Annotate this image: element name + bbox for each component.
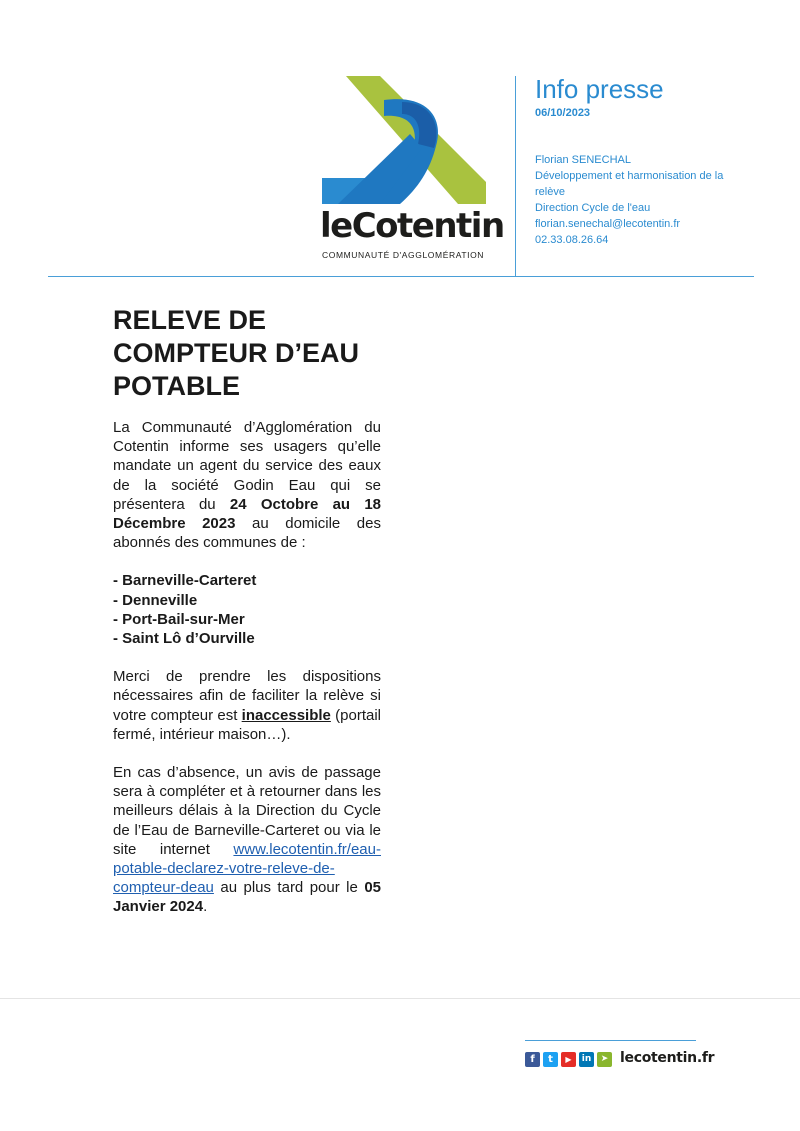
- website-link[interactable]: lecotentin.fr: [620, 1050, 715, 1066]
- press-date: 06/10/2023: [535, 107, 591, 119]
- intro-dates: 24 Octobre au 18 Décembre 2023: [113, 495, 382, 533]
- access-text-end: (portail fermé, intérieur maison…).: [113, 706, 381, 743]
- list-item: - Port-Bail-sur-Mer: [113, 610, 245, 628]
- contact-email[interactable]: florian.senechal@lecotentin.fr: [535, 218, 681, 230]
- list-item: - Saint Lô d’Ourville: [113, 630, 255, 648]
- releve-link[interactable]: www.lecotentin.fr/eau-potable-declarez-votre-releve-de-compteur-deau: [113, 840, 381, 897]
- header-horizontal-divider: [48, 276, 754, 277]
- communes-list: [113, 571, 381, 648]
- absence-paragraph: [113, 763, 381, 917]
- youtube-icon[interactable]: ▶: [561, 1052, 576, 1067]
- footer-accent-line: [525, 1040, 696, 1041]
- lecotentin-logo: [318, 74, 504, 264]
- absence-text-end: .: [203, 898, 208, 916]
- facebook-icon[interactable]: f: [525, 1052, 540, 1067]
- headline-line: COMPTEUR D’EAU: [113, 338, 360, 368]
- access-text: Merci de prendre les dispositions nécessaires afin de faciliter la relève si votre compteur est: [113, 668, 381, 724]
- intro-text-end: au domicile des abonnés des communes de :: [113, 515, 381, 552]
- absence-text-mid: au plus tard pour le: [213, 879, 365, 897]
- article-body: [113, 418, 381, 936]
- intro-text: La Communauté d’Agglomération du Cotentin informe ses usagers qu’elle mandate un agent du service des eaux de la société Godin Eau qui se présentera du: [113, 419, 381, 513]
- contact-department: Direction Cycle de l'eau: [535, 202, 651, 214]
- access-paragraph: [113, 667, 381, 744]
- deadline-date: 05 Janvier 2024: [113, 879, 381, 916]
- intro-paragraph: [113, 418, 381, 552]
- contact-role: Développement et harmonisation de la relève: [535, 170, 724, 198]
- info-presse-title: Info presse: [535, 74, 664, 104]
- contact-name: Florian SENECHAL: [535, 154, 631, 166]
- contact-phone: 02.33.08.26.64: [535, 234, 609, 246]
- page-title: [113, 304, 413, 403]
- linkedin-icon[interactable]: in: [579, 1052, 594, 1067]
- newsletter-icon[interactable]: ➤: [597, 1052, 612, 1067]
- twitter-icon[interactable]: t: [543, 1052, 558, 1067]
- social-links: [525, 1051, 612, 1067]
- logo-emblem-icon: [318, 74, 490, 204]
- headline-line: POTABLE: [113, 371, 240, 401]
- logo-wordmark: leCotentin: [320, 206, 504, 246]
- contact-block: [535, 152, 745, 248]
- inaccessible-emphasis: inaccessible: [241, 706, 331, 724]
- absence-text: En cas d’absence, un avis de passage sera à compléter et à retourner dans les meilleurs délais à la Direction du Cycle de l’Eau de Barneville-Carteret ou via le site internet: [113, 764, 381, 858]
- list-item: - Barneville-Carteret: [113, 572, 257, 590]
- list-item: - Denneville: [113, 591, 198, 609]
- footer-divider: [0, 998, 800, 999]
- logo-subtitle: COMMUNAUTÉ D'AGGLOMÉRATION: [322, 250, 485, 260]
- headline-line: RELEVE DE: [113, 305, 267, 335]
- header-vertical-divider: [515, 76, 516, 276]
